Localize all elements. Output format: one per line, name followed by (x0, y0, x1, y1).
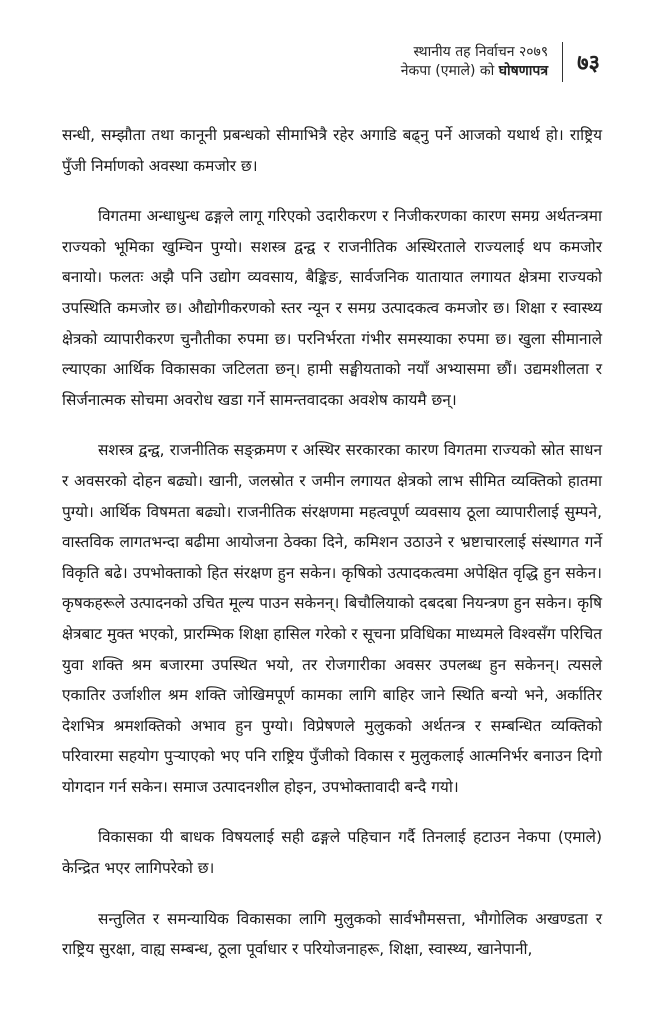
paragraph-2: विगतमा अन्धाधुन्ध ढङ्गले लागू गरिएको उदारीकरण र निजीकरणका कारण समग्र अर्थतन्त्रमा राज्यको भूमिका खुम्चिन पुग्यो। सशस्त्र द्वन्द्व र राजनीतिक अस्थिरताले राज्यलाई थप कमजोर बनायो। फलतः अझै पनि उद्योग व्यवसाय, बैङ्किङ, सार्वजनिक यातायात लगायत क्षेत्रमा राज्यको उपस्थिति कमजोर छ। औद्योगीकरणको स्तर न्यून र समग्र उत्पादकत्व कमजोर छ। शिक्षा र स्वास्थ्य क्षेत्रको व्यापारीकरण चुनौतीका रुपमा छ। परनिर्भरता गंभीर समस्याका रुपमा छ। खुला सीमानाले ल्याएका आर्थिक विकासका जटिलता छन्। हामी सङ्घीयताको नयाँ अभ्यासमा छौं। उद्यमशीलता र सिर्जनात्मक सोचमा अवरोध खडा गर्ने सामन्तवादका अवशेष कायमै छन्। (62, 207, 602, 409)
paragraph-1: सन्धी, सम्झौता तथा कानूनी प्रबन्धको सीमाभित्रै रहेर अगाडि बढ्नु पर्ने आजको यथार्थ हो। राष्ट्रिय पुँजी निर्माणको अवस्था कमजोर छ। (62, 126, 602, 175)
paragraph-3: सशस्त्र द्वन्द्व, राजनीतिक सङ्क्रमण र अस्थिर सरकारका कारण विगतमा राज्यको स्रोत साधन र अवसरको दोहन बढ्यो। खानी, जलस्रोत र जमीन लगायत क्षेत्रको लाभ सीमित व्यक्तिको हातमा पुग्यो। आर्थिक विषमता बढ्यो। राजनीतिक संरक्षणमा महत्वपूर्ण व्यवसाय ठूला व्यापारीलाई सुम्पने, वास्तविक लागतभन्दा बढीमा आयोजना ठेक्का दिने, कमिशन उठाउने र भ्रष्टाचारलाई संस्थागत गर्ने विकृति बढे। उपभोक्ताको हित संरक्षण हुन सकेन। कृषिको उत्पादकत्वमा अपेक्षित वृद्धि हुन सकेन। कृषकहरूले उत्पादनको उचित मूल्य पाउन सकेनन्। बिचौलियाको दबदबा नियन्त्रण हुन सकेन। कृषि क्षेत्रबाट मुक्त भएको, प्रारम्भिक शिक्षा हासिल गरेको र सूचना प्रविधिका माध्यमले विश्वसँग परिचित युवा शक्ति श्रम बजारमा उपस्थित भयो, तर रोजगारीका अवसर उपलब्ध हुन सकेनन्। त्यसले एकातिर उर्जाशील श्रम शक्ति जोखिमपूर्ण कामका लागि बाहिर जाने स्थिति बन्यो भने, अर्कातिर देशभित्र श्रमशक्तिको अभाव हुन पुग्यो। विप्रेषणले मुलुकको अर्थतन्त्र र सम्बन्धित व्यक्तिको परिवारमा सहयोग पुऱ्याएको भए पनि राष्ट्रिय पुँजीको विकास र मुलुकलाई आत्मनिर्भर बनाउन दिगो योगदान गर्न सकेन। समाज उत्पादनशील होइन, उपभोक्तावादी बन्दै गयो। (62, 441, 602, 796)
header-line-manifesto (401, 62, 548, 81)
paragraph-4: विकासका यी बाधक विषयलाई सही ढङ्गले पहिचान गर्दै तिनलाई हटाउन नेकपा (एमाले) केन्द्रित भएर लागिपरेको छ। (62, 828, 602, 878)
running-header (401, 42, 600, 82)
header-line-election: स्थानीय तह निर्वाचन २०७९ (413, 44, 549, 60)
header-divider (562, 42, 563, 82)
body-text (62, 120, 602, 985)
header-party: नेकपा (एमाले) को (400, 63, 499, 79)
page-number: ७३ (577, 50, 600, 76)
header-manifesto-word: घोषणापत्र (498, 63, 549, 79)
header-title (401, 43, 548, 81)
paragraph-5: सन्तुलित र समन्यायिक विकासका लागि मुलुकको सार्वभौमसत्ता, भौगोलिक अखण्डता र राष्ट्रिय सुरक्षा, वाह्य सम्बन्ध, ठूला पूर्वाधार र परियोजनाहरू, शिक्षा, स्वास्थ्य, खानेपानी, (62, 909, 602, 959)
